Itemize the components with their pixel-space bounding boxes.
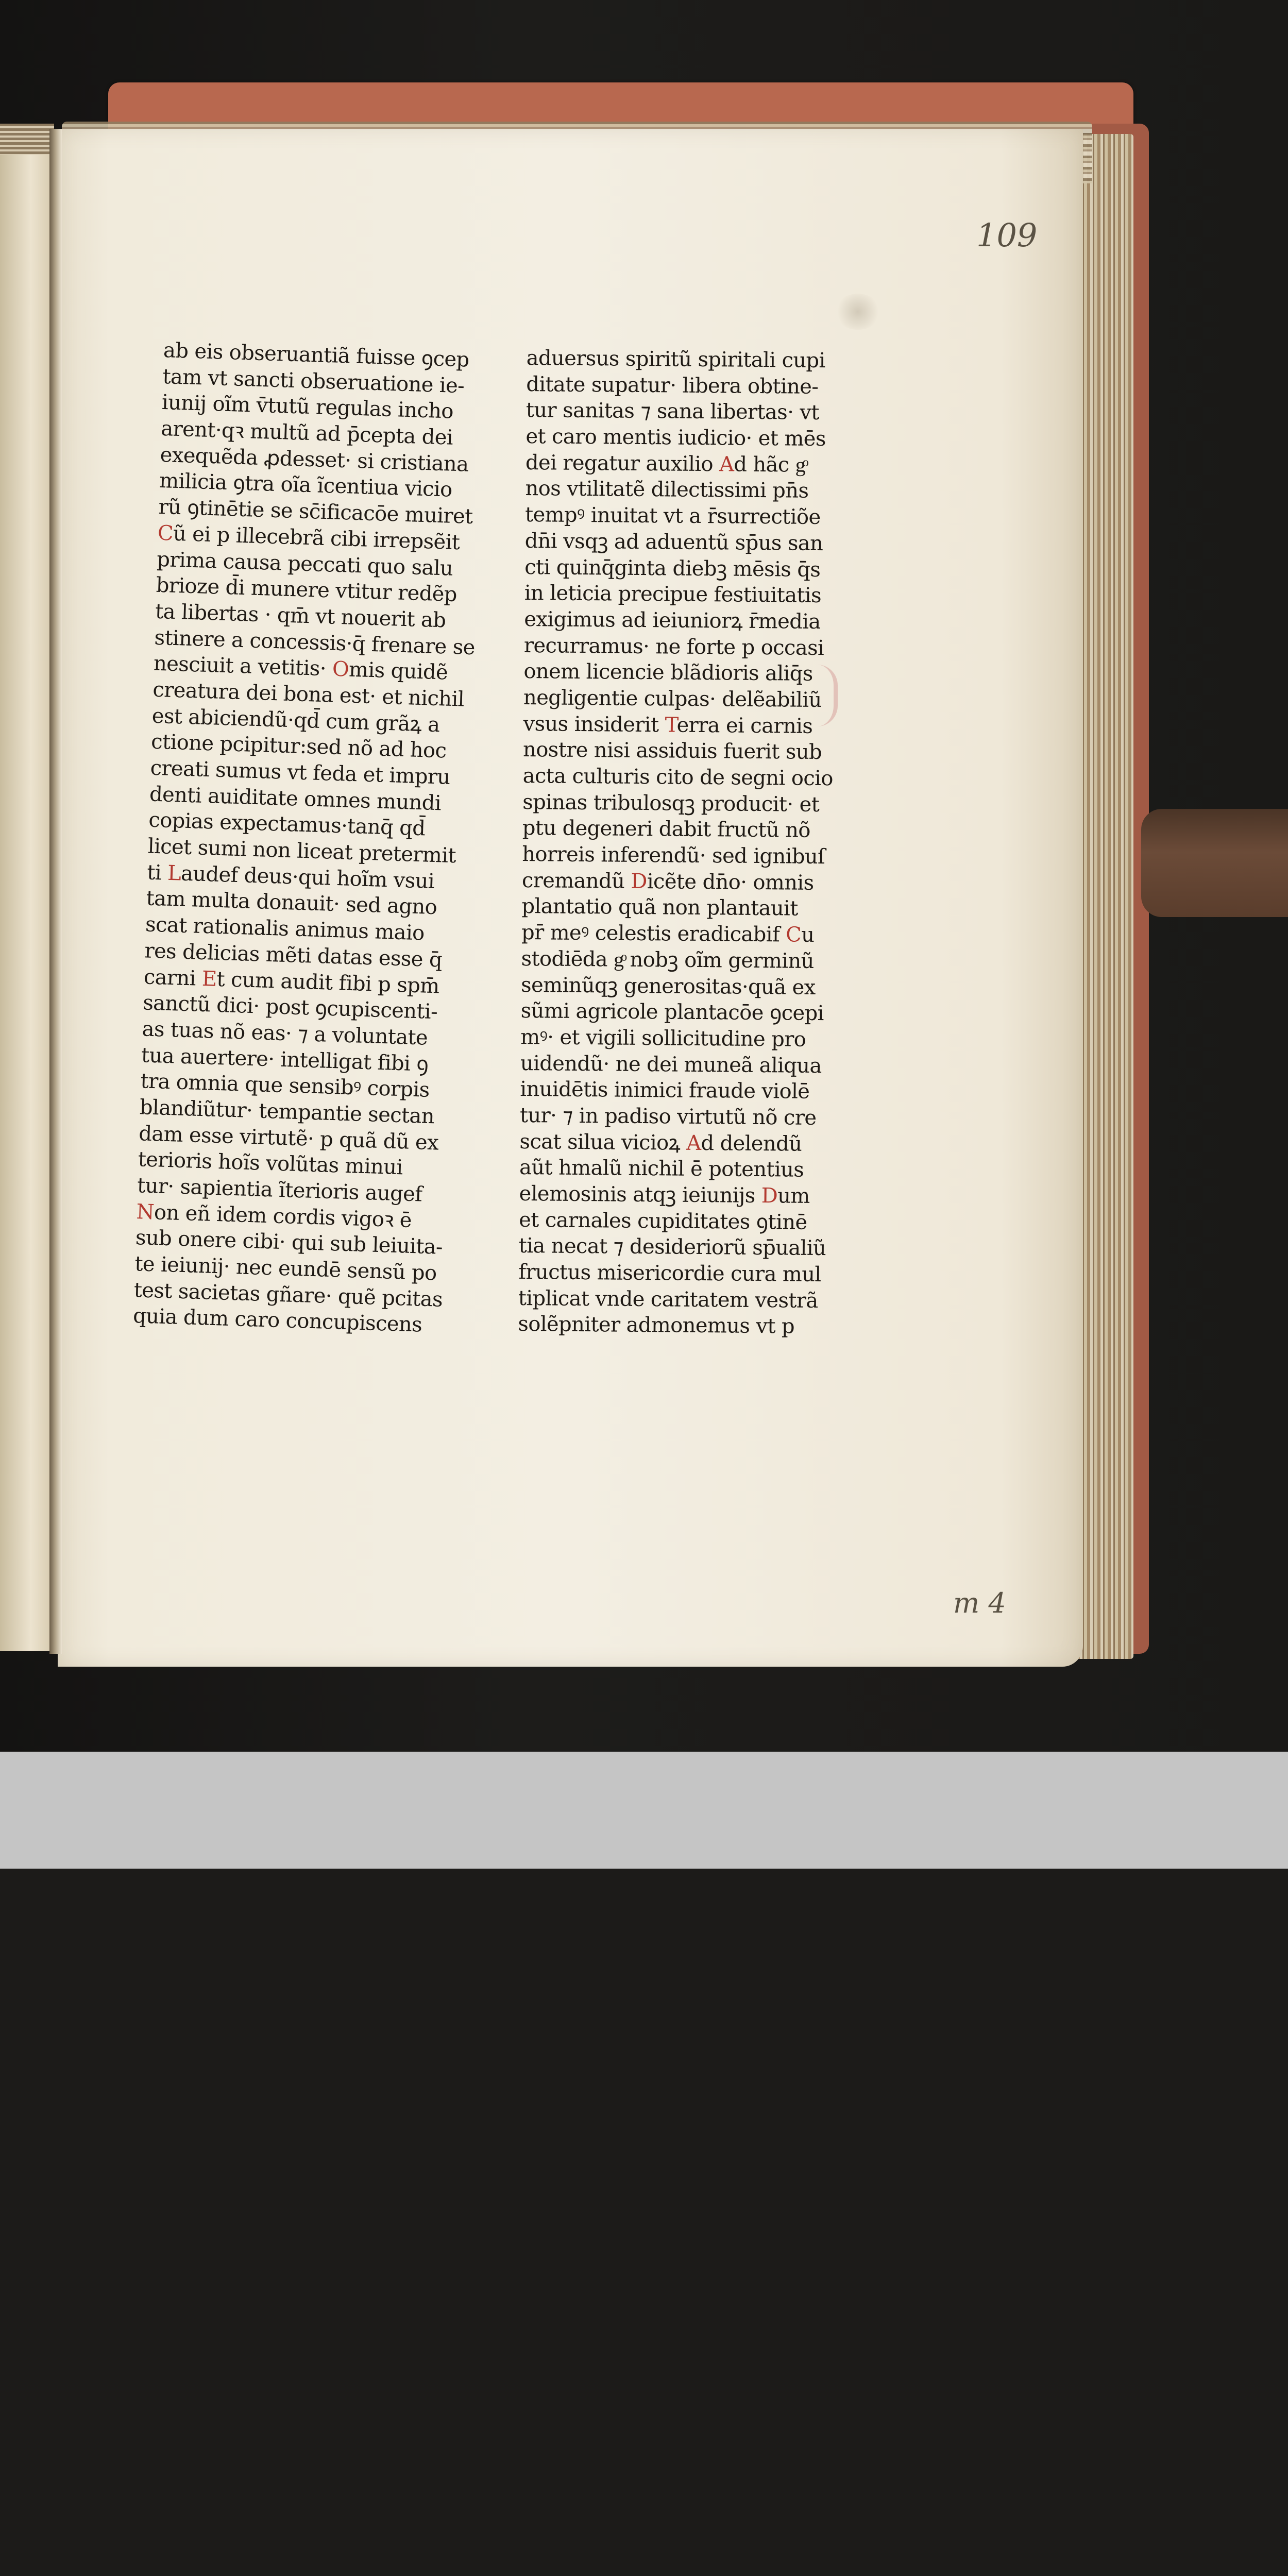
text-segment: t cum audit fibi p spm̄ <box>216 967 440 998</box>
text-segment: tur sanitas ⁊ sana libertas· vt <box>526 398 820 425</box>
text-segment: terioris hoĩs volũtas minui <box>138 1147 403 1180</box>
text-segment: vsus insiderit <box>523 711 665 737</box>
facing-page <box>0 131 52 1651</box>
text-segment: iunij oĩm v̄tutũ regulas incho <box>161 391 454 424</box>
rubricated-initial: O <box>332 657 349 682</box>
facing-page-edge <box>0 124 54 155</box>
folio-number: 109 <box>976 216 1038 254</box>
text-segment: stinere a concessis·q̄ frenare se <box>154 625 476 659</box>
text-line <box>522 789 833 818</box>
text-line <box>519 1207 829 1236</box>
text-line <box>520 1050 831 1079</box>
text-line <box>523 685 834 714</box>
text-segment: um <box>777 1184 810 1208</box>
text-segment: inuidētis inimici fraude violē <box>520 1077 810 1104</box>
quire-signature: m 4 <box>953 1587 1006 1619</box>
text-segment: exigimus ad ieiuniorꝝ r̄media <box>524 607 821 634</box>
text-segment: uidendũ· ne dei muneã aliqua <box>520 1051 822 1078</box>
text-segment: et carnales cupiditates ꝯtinē <box>518 1208 807 1234</box>
rubricated-initial: E <box>201 967 217 991</box>
text-segment: tam multa donauit· sed agno <box>146 886 437 920</box>
text-line <box>527 345 837 374</box>
text-segment: as tuas nõ eas· ⁊ a voluntate <box>142 1017 428 1050</box>
text-line <box>524 606 835 635</box>
text-segment: aduersus spiritũ spiritali cupi <box>526 346 825 373</box>
text-segment: audef deus·qui hoĩm vsui <box>180 861 435 893</box>
text-segment: erra ei carnis <box>676 713 813 738</box>
rubricated-initial: A <box>686 1131 701 1155</box>
rubricated-initial: N <box>135 1199 155 1224</box>
text-segment: sũmi agricole plantacōe ꝯcepi <box>520 999 824 1026</box>
text-segment: in leticia precipue festiuitatis <box>524 581 822 608</box>
text-line <box>522 868 833 896</box>
text-segment: prima causa peccati quo salu <box>156 547 453 581</box>
text-segment: dam esse virtutẽ· p quã dũ ex <box>138 1121 439 1155</box>
text-column-right <box>518 345 837 1340</box>
text-segment: aũt hmalũ nichil ē potentius <box>519 1156 804 1182</box>
text-segment: mꝰ· et vigili sollicitudine pro <box>520 1025 806 1052</box>
text-segment: tia necat ⁊ desideriorũ sp̄ualiũ <box>518 1234 826 1261</box>
text-line <box>526 397 837 426</box>
text-line <box>524 528 835 557</box>
text-segment: sub onere cibi· qui sub leiuita- <box>135 1226 443 1260</box>
text-line <box>518 1311 828 1340</box>
text-segment: tra omnia que sensibꝰ corpis <box>140 1069 430 1103</box>
text-segment: est abiciendũ·qd̄ cum grãꝝ a <box>151 704 440 737</box>
text-line <box>520 1076 831 1105</box>
text-segment: recurramus· ne forte p occasi <box>523 633 824 660</box>
text-segment: elemosinis atqꝫ ieiunijs <box>519 1181 761 1208</box>
text-segment: rũ ꝯtinētie se sc̄ificacōe muiret <box>158 495 473 529</box>
text-segment: ctione pcipitur:sed nõ ad hoc <box>150 730 447 763</box>
text-segment: ta libertas · qm̄ vt nouerit ab <box>155 599 447 633</box>
rubricated-initial: C <box>157 521 174 546</box>
fore-edge-pages <box>1077 134 1133 1659</box>
text-segment: copias expectamus·tanq̄ qd̄ <box>148 808 426 841</box>
rubricated-initial: A <box>719 452 734 477</box>
text-line <box>524 580 835 609</box>
text-line <box>519 1233 829 1262</box>
text-segment: tiplicat vnde caritatem vestrã <box>518 1286 818 1313</box>
text-segment: stodiēda gͦ nobꝫ oĩm germinũ <box>521 946 815 973</box>
text-segment: res delicias mẽti datas esse q̄ <box>144 939 443 972</box>
text-line <box>525 476 836 504</box>
text-segment: blandiũtur· tempantie sectan <box>139 1095 435 1129</box>
text-line <box>519 1129 830 1158</box>
text-segment: ab eis obseruantiã fuisse ꝯcep <box>163 338 470 372</box>
text-segment: plantatio quã non plantauit <box>521 894 798 921</box>
text-segment: fructus misericordie cura mul <box>518 1260 821 1287</box>
text-line <box>523 658 834 687</box>
text-segment: dn̄i vsqꝫ ad aduentũ sp̄us san <box>524 529 823 555</box>
text-line <box>521 946 832 975</box>
text-segment: nesciuit a vetitis· <box>153 651 333 681</box>
text-line <box>521 972 832 1001</box>
text-segment: scat silua vicioꝝ <box>519 1129 687 1155</box>
text-segment: nos vtilitatẽ dilectissimi pn̄s <box>525 477 809 503</box>
text-line <box>519 1155 830 1183</box>
text-line <box>522 841 833 870</box>
text-segment: dei regatur auxilio <box>525 450 720 477</box>
footer-bar <box>0 1752 1288 1869</box>
text-segment: spinas tribulosqꝫ producit· et <box>522 790 820 817</box>
text-segment: horreis inferendũ· sed ignibuſ <box>522 842 825 869</box>
text-segment: d hãc gͦ <box>734 452 806 477</box>
text-segment: test sacietas gñare· quẽ pcitas <box>133 1278 443 1312</box>
text-segment: ũ ei p illecebrã cibi irrepsẽit <box>173 521 461 555</box>
text-segment: acta culturis cito de segni ocio <box>522 764 834 791</box>
rubricated-initial: D <box>631 869 648 893</box>
text-segment: ti <box>146 860 168 885</box>
text-segment: creati sumus vt feda et impru <box>150 756 451 789</box>
text-line <box>526 371 837 400</box>
text-line <box>519 1181 829 1210</box>
text-line <box>520 998 831 1027</box>
text-line <box>526 450 836 479</box>
text-segment: exequẽda ꝓdesset· si cristiana <box>160 443 469 477</box>
text-segment: tur· ⁊ in padiso virtutũ nõ cre <box>519 1103 817 1130</box>
text-segment: creatura dei bona est· et nichil <box>152 677 465 711</box>
text-segment: denti auiditate omnes mundi <box>149 782 442 816</box>
text-segment: on eñ idem cordis vigoꝛ ē <box>154 1200 412 1232</box>
rubricated-initial: D <box>761 1184 778 1208</box>
text-segment: et caro mentis iudicio· et mēs <box>526 425 826 451</box>
text-segment: cremandũ <box>521 868 631 893</box>
text-line <box>520 1103 831 1131</box>
leather-strap <box>1141 809 1288 917</box>
text-segment: negligentie culpas· delẽabiliũ <box>523 685 822 712</box>
text-segment: d delendũ <box>701 1131 802 1156</box>
text-line <box>526 423 836 452</box>
rubricated-initial: C <box>786 923 802 947</box>
text-segment: u <box>801 923 815 947</box>
text-line <box>521 920 832 948</box>
rubricated-initial: T <box>665 713 677 737</box>
text-segment: sanctũ dici· post ꝯcupiscenti- <box>142 991 438 1024</box>
text-segment: onem licencie blãdioris aliq̄s <box>523 659 813 686</box>
text-line <box>518 1259 829 1288</box>
text-segment: tua auertere· intelligat fibi ꝯ <box>141 1043 429 1076</box>
text-segment: arent·qꝛ multũ ad p̄cepta dei <box>160 416 453 450</box>
text-segment: nostre nisi assiduis fuerit sub <box>522 738 822 765</box>
text-line <box>518 1285 829 1314</box>
text-segment: carni <box>143 964 202 991</box>
text-segment: ditate supatur· libera obtine- <box>526 372 819 399</box>
text-segment: cti quinq̄ginta diebꝫ mēsis q̄s <box>524 555 821 582</box>
text-segment: ptu degeneri dabit fructũ nõ <box>522 816 811 843</box>
text-segment: pr̄ meꝰ celestis eradicabif <box>521 921 786 947</box>
text-line <box>524 633 835 662</box>
text-segment: icẽte dn̄o· omnis <box>647 869 814 895</box>
text-segment: te ieiunij· nec eundē sensũ po <box>134 1252 437 1285</box>
text-segment: solẽpniter admonemus vt p <box>518 1312 795 1339</box>
text-line <box>522 815 833 844</box>
text-segment: seminũqꝫ generositas·quã ex <box>520 973 816 999</box>
rubricated-initial: L <box>167 861 181 886</box>
text-segment: tur· sapientia ĩterioris augef <box>137 1174 423 1207</box>
text-line <box>523 737 834 766</box>
text-line <box>523 711 834 740</box>
text-line <box>521 893 832 922</box>
text-segment: licet sumi non liceat pretermit <box>147 834 456 868</box>
gutter <box>49 129 62 1654</box>
text-line <box>524 554 835 583</box>
text-segment: milicia ꝯtra oĩa ĩcentiua vicio <box>159 469 453 502</box>
text-line <box>525 502 836 531</box>
text-column-left <box>132 337 484 1340</box>
text-segment: quia dum caro concupiscens <box>132 1304 422 1337</box>
text-segment: mis quidẽ <box>348 657 448 685</box>
text-line <box>520 1024 831 1053</box>
text-segment: tempꝰ inuitat vt a r̄surrectiõe <box>524 503 821 530</box>
text-line <box>522 763 833 792</box>
text-segment: brioze d̄i munere vtitur redẽp <box>156 573 457 607</box>
text-segment: scat rationalis animus maio <box>145 912 425 945</box>
text-segment: tam vt sancti obseruatione ie- <box>162 364 465 398</box>
paper-stain <box>835 294 881 330</box>
